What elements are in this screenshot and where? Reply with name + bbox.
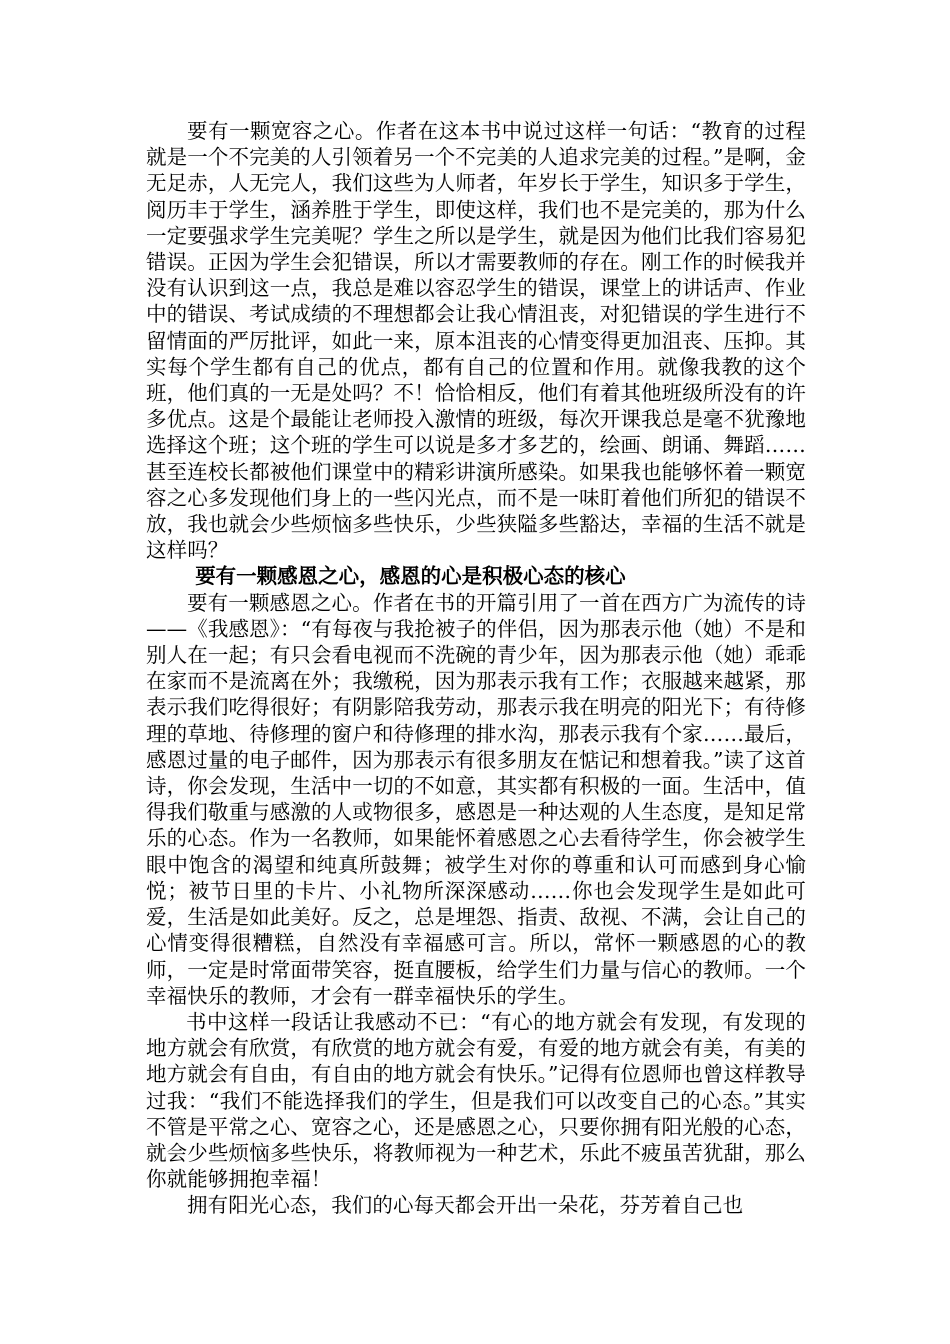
paragraph-tolerance: 要有一颗宽容之心。作者在这本书中说过这样一句话：“教育的过程就是一个不完美的人引领着另一个不完美的人追求完美的过程。”是啊，金无足赤，人无完人，我们这些为人师者，年岁长于学生，知识多于学生，阅历丰于学生，涵养胜于学生，即使这样，我们也不是完美的，那为什么一定要强求学生完美呢？学生之所以是学生，就是因为他们比我们容易犯错误。正因为学生会犯错误，所以才需要教师的存在。刚工作的时候我并没有认识到这一点，我总是难以容忍学生的错误，课堂上的讲话声、作业中的错误、考试成绩的不理想都会让我心情沮丧，对犯错误的学生进行不留情面的严厉批评，如此一来，原本沮丧的心情变得更加沮丧、压抑。其实每个学生都有自己的优点，都有自己的位置和作用。就像我教的这个班，他们真的一无是处吗？不！恰恰相反，他们有着其他班级所没有的许多优点。这是个最能让老师投入激情的班级，每次开课我总是毫不犹豫地选择这个班；这个班的学生可以说是多才多艺的，绘画、朗诵、舞蹈……甚至连校长都被他们课堂中的精彩讲演所感染。如果我也能够怀着一颗宽容之心多发现他们身上的一些闪光点，而不是一味盯着他们所犯的错误不放，我也就会少些烦恼多些快乐，少些狭隘多些豁达，幸福的生活不就是这样吗？ (146, 119, 806, 563)
paragraph-closing: 拥有阳光心态，我们的心每天都会开出一朵花，芬芳着自己也 (187, 1193, 744, 1218)
section-heading-gratitude: 要有一颗感恩之心，感恩的心是积极心态的核心 (195, 564, 626, 589)
document-page (146, 118, 806, 1219)
paragraph-quote: 书中这样一段话让我感动不已：“有心的地方就会有发现，有发现的地方就会有欣赏，有欣赏的地方就会有爱，有爱的地方就会有美，有美的地方就会有自由，有自由的地方就会有快乐。”记得有位恩师也曾这样教导过我：“我们不能选择我们的学生，但是我们可以改变自己的心态。”其实不管是平常之心、宽容之心，还是感恩之心，只要你拥有阳光般的心态，就会少些烦恼多些快乐，将教师视为一种艺术，乐此不疲虽苦犹甜，那么你就能够拥抱幸福！ (146, 1009, 806, 1192)
paragraph-gratitude: 要有一颗感恩之心。作者在书的开篇引用了一首在西方广为流传的诗——《我感恩》：“有每夜与我抢被子的伴侣，因为那表示他（她）不是和别人在一起；有只会看电视而不洗碗的青少年，因为那表示他（她）乖乖在家而不是流离在外；我缴税，因为那表示我有工作；衣服越来越紧，那表示我们吃得很好；有阴影陪我劳动，那表示我在明亮的阳光下；有待修理的草地、待修理的窗户和待修理的排水沟，那表示我有个家……最后，感恩过量的电子邮件，因为那表示有很多朋友在惦记和想着我。”读了这首诗，你会发现，生活中一切的不如意，其实都有积极的一面。生活中，值得我们敬重与感激的人或物很多，感恩是一种达观的人生态度，是知足常乐的心态。作为一名教师，如果能怀着感恩之心去看待学生，你会被学生眼中饱含的渴望和纯真所鼓舞；被学生对你的尊重和认可而感到身心愉悦；被节日里的卡片、小礼物所深深感动……你也会发现学生是如此可爱，生活是如此美好。反之，总是埋怨、指责、敌视、不满，会让自己的心情变得很糟糕，自然没有幸福感可言。所以，常怀一颗感恩的心的教师，一定是时常面带笑容，挺直腰板，给学生们力量与信心的教师。一个幸福快乐的教师，才会有一群幸福快乐的学生。 (146, 590, 806, 1008)
